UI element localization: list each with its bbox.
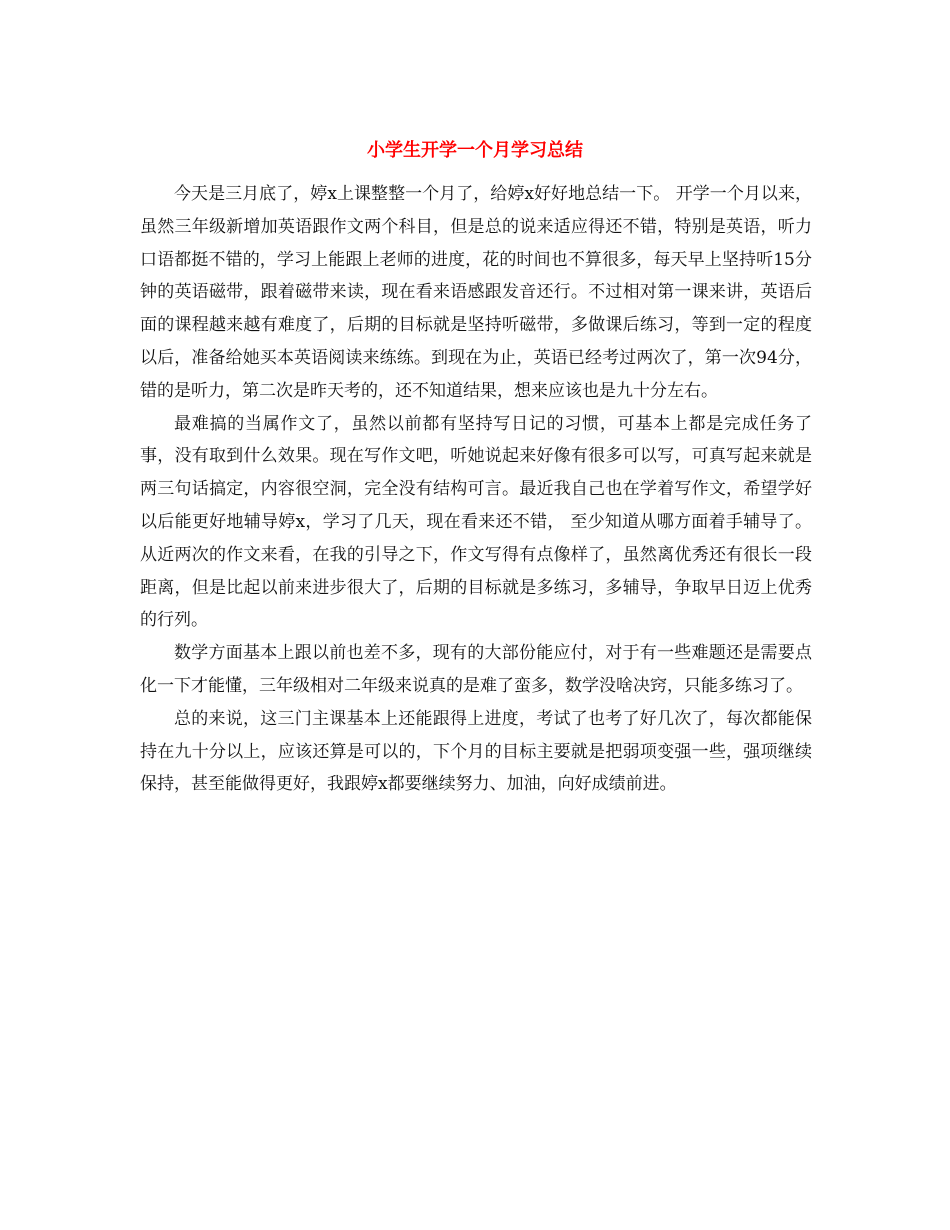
paragraph-summary: 总的来说，这三门主课基本上还能跟得上进度，考试了也考了好几次了，每次都能保持在九十分以上，应该还算是可以的，下个月的目标主要就是把弱项变强一些，强项继续保持，甚至能做得更好，我跟婷x都要继续努力、加油，向好成绩前进。: [140, 708, 812, 795]
document-body: [140, 178, 812, 801]
document-title: 小学生开学一个月学习总结: [367, 140, 583, 161]
paragraph-composition: 最难搞的当属作文了，虽然以前都有坚持写日记的习惯，可基本上都是完成任务了事，没有取到什么效果。现在写作文吧，听她说起来好像有很多可以写，可真写起来就是两三句话搞定，内容很空洞，完全没有结构可言。最近我自己也在学着写作文，希望学好以后能更好地辅导婷x，学习了几天，现在看来还不错， 至少知道从哪方面着手辅导了。从近两次的作文来看，在我的引导之下，作文写得有点像样了，虽然离优秀还有很长一段距离，但是比起以前来进步很大了，后期的目标就是多练习，多辅导，争取早日迈上优秀的行列。: [140, 413, 812, 631]
paragraph-english: 今天是三月底了，婷x上课整整一个月了，给婷x好好地总结一下。 开学一个月以来，虽然三年级新增加英语跟作文两个科目，但是总的说来适应得还不错，特别是英语，听力口语都挺不错的，学习上能跟上老师的进度，花的时间也不算很多，每天早上坚持听15分钟的英语磁带，跟着磁带来读，现在看来语感跟发音还行。不过相对第一课来讲，英语后面的课程越来越有难度了，后期的目标就是坚持听磁带，多做课后练习，等到一定的程度以后，准备给她买本英语阅读来练练。到现在为止，英语已经考过两次了，第一次94分，错的是听力，第二次是昨天考的，还不知道结果，想来应该也是九十分左右。: [140, 184, 812, 401]
paragraph-math: 数学方面基本上跟以前也差不多，现有的大部份能应付，对于有一些难题还是需要点化一下才能懂，三年级相对二年级来说真的是难了蛮多，数学没啥决窍，只能多练习了。: [140, 643, 812, 696]
